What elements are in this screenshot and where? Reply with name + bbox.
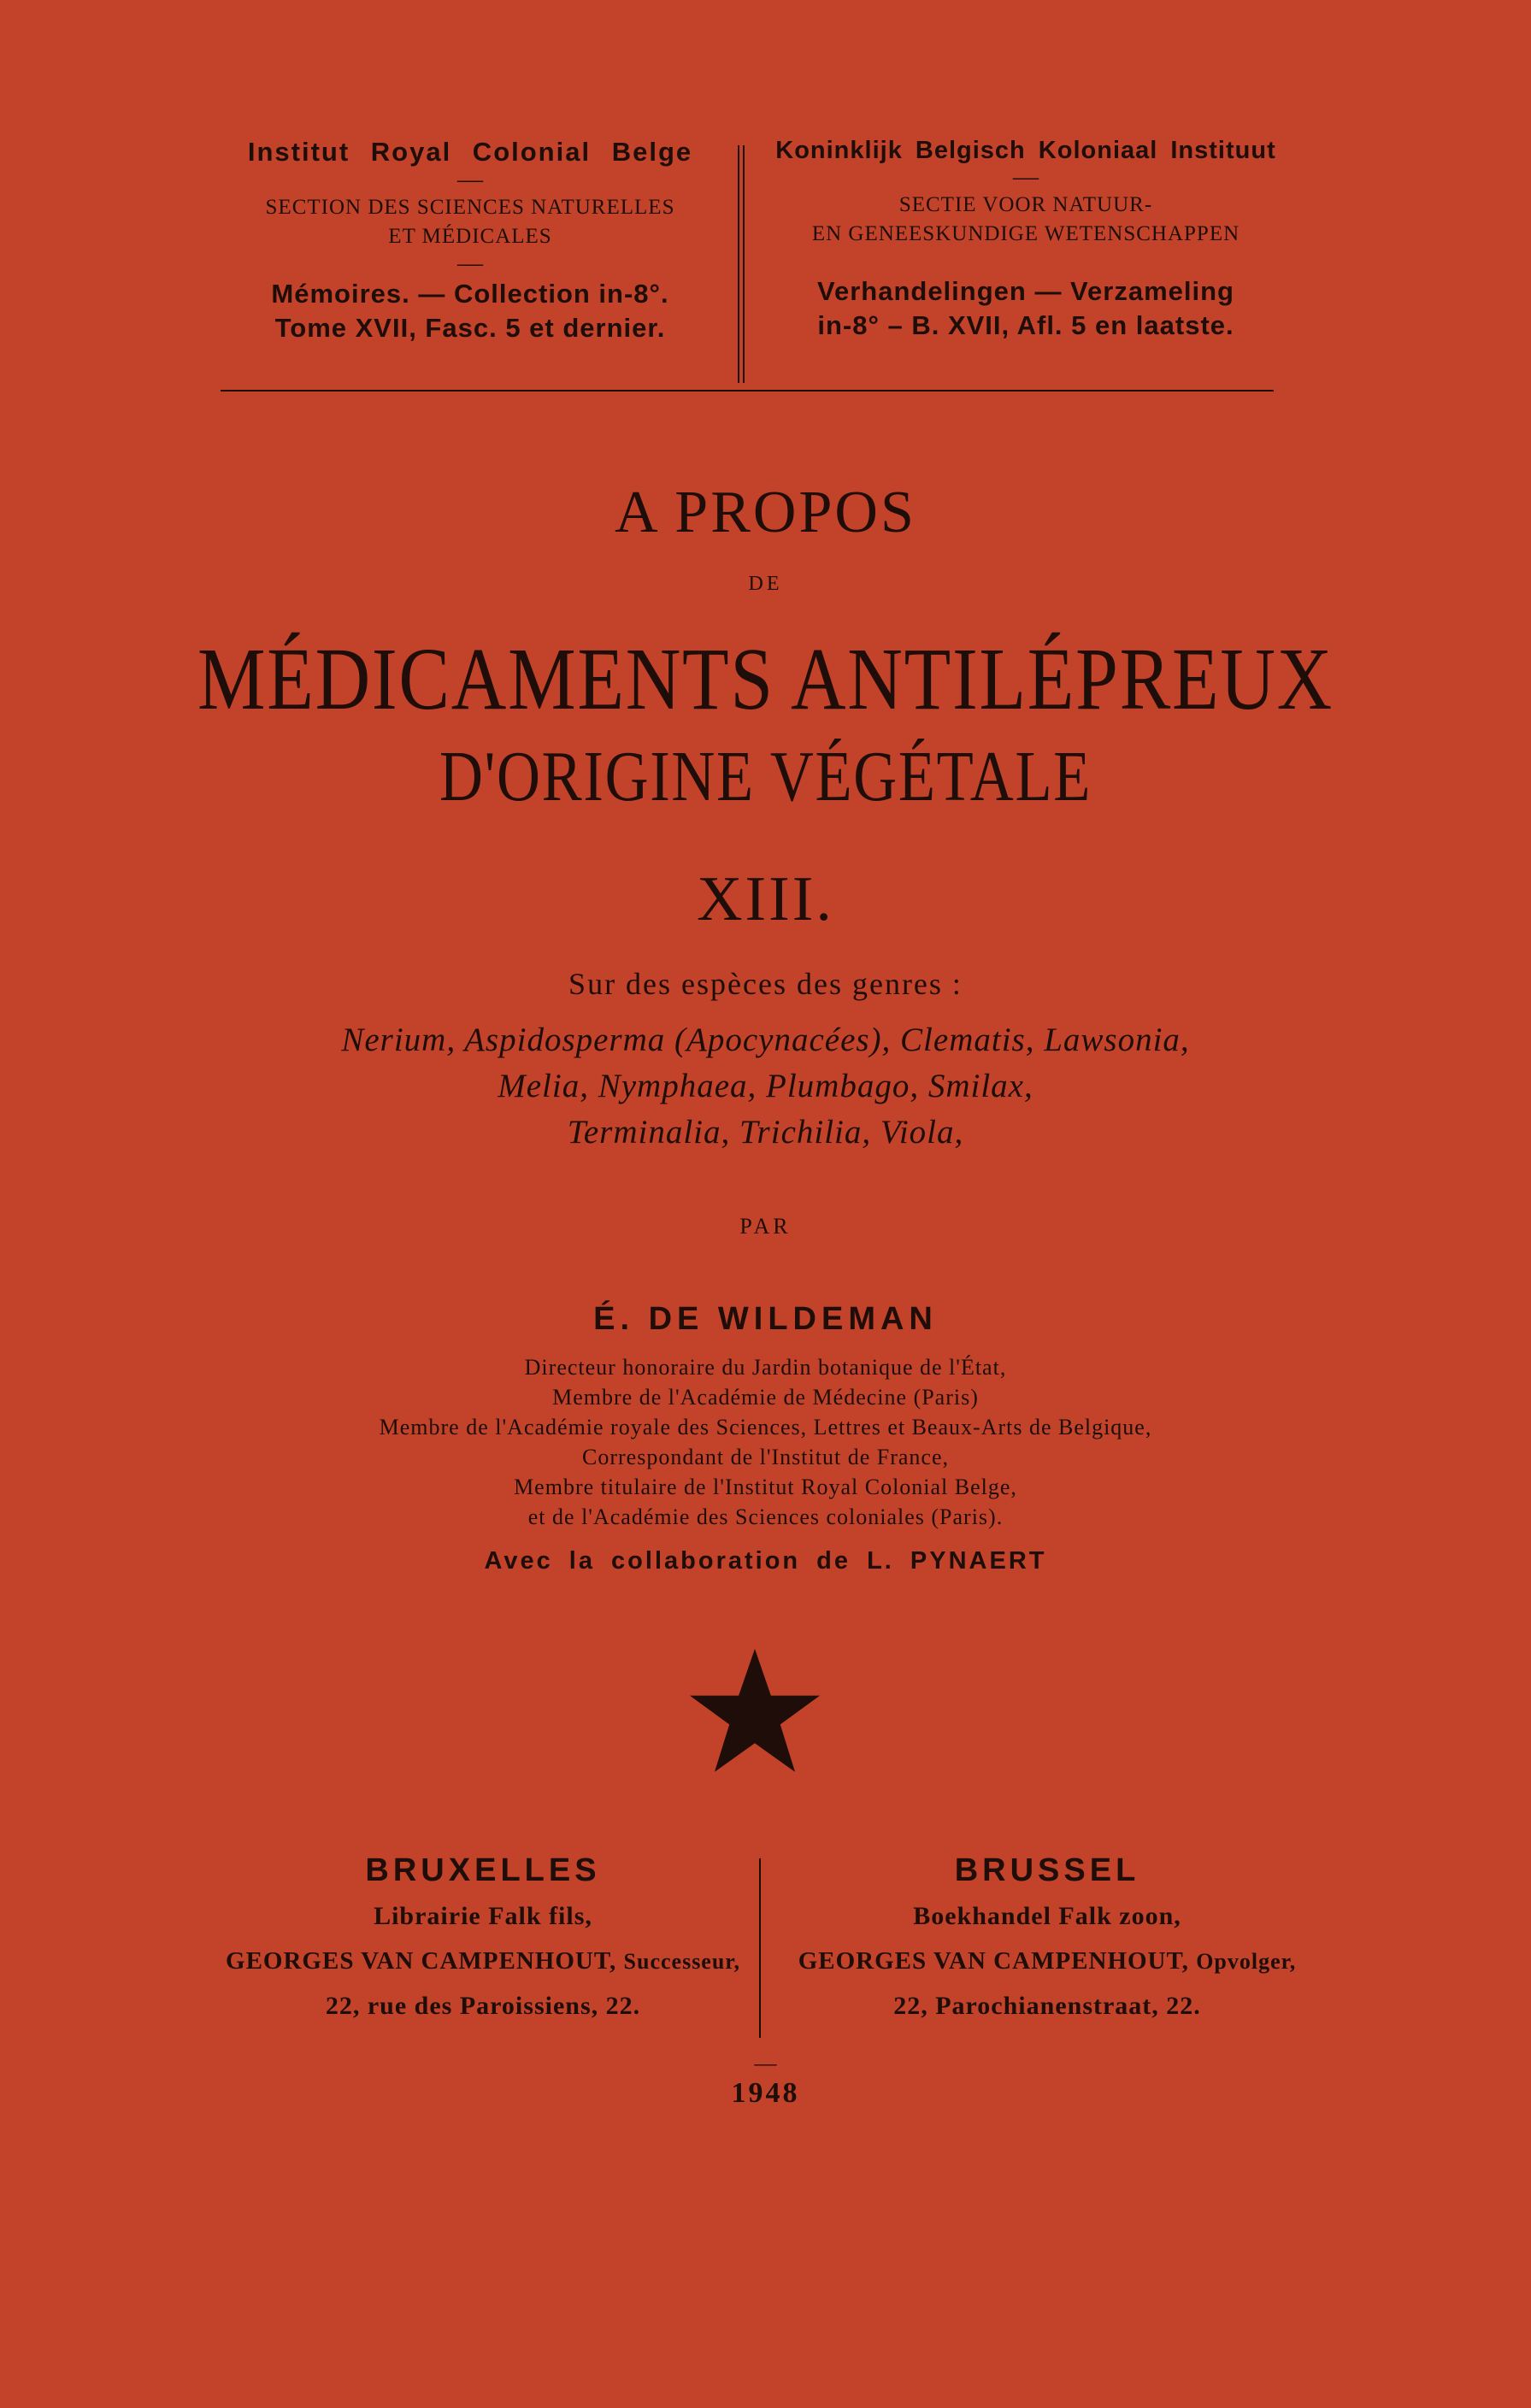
collaboration-line: Avec la collaboration de L. PYNAERT xyxy=(484,1547,1047,1575)
section-name-fr-line1: SECTION DES SCIENCES NATURELLES xyxy=(265,196,675,219)
publisher-fr-line1: Librairie Falk fils, xyxy=(374,1902,592,1930)
publisher-footer xyxy=(214,1846,1316,2034)
title-a-propos: A PROPOS xyxy=(615,480,916,545)
publisher-nl-name: GEORGES VAN CAMPENHOUT, xyxy=(798,1947,1189,1975)
title-de: DE xyxy=(748,573,783,595)
city-fr: BRUXELLES xyxy=(365,1852,601,1888)
series-fr-line1: Mémoires. — Collection in-8°. xyxy=(271,279,669,309)
publisher-fr-line2 xyxy=(214,1939,752,1984)
footer-divider xyxy=(759,1858,761,2038)
header-right-column xyxy=(765,137,1287,343)
publisher-nl xyxy=(778,1846,1316,2028)
publisher-nl-role: Opvolger, xyxy=(1196,1949,1297,1974)
publisher-fr-role: Successeur, xyxy=(623,1949,740,1974)
credential-line: Membre titulaire de l'Institut Royal Colonial Belge, xyxy=(514,1475,1017,1499)
series-fr-line2: Tome XVII, Fasc. 5 et dernier. xyxy=(274,313,666,343)
publisher-nl-address: 22, Parochianenstraat, 22. xyxy=(893,1992,1201,2020)
publisher-fr-name: GEORGES VAN CAMPENHOUT, xyxy=(226,1947,617,1975)
publisher-nl-line2 xyxy=(778,1939,1316,1984)
header xyxy=(209,137,1287,393)
section-name-fr-line2: ET MÉDICALES xyxy=(388,225,552,248)
city-nl: BRUSSEL xyxy=(954,1852,1140,1888)
credential-line: Membre de l'Académie de Médecine (Paris) xyxy=(552,1385,979,1410)
credential-line: et de l'Académie des Sciences coloniales (Paris). xyxy=(527,1504,1004,1529)
header-rule xyxy=(221,390,1274,392)
footer-dash: — xyxy=(754,2051,777,2075)
header-left-dash-2: — xyxy=(457,249,483,277)
author-credentials xyxy=(0,1352,1531,1532)
credential-line: Correspondant de l'Institut de France, xyxy=(582,1445,949,1469)
publisher-nl-line1: Boekhandel Falk zoon, xyxy=(913,1902,1181,1930)
publisher-fr-address: 22, rue des Paroissiens, 22. xyxy=(325,1992,641,2020)
star-icon xyxy=(686,1646,823,1778)
title-main-line1: MÉDICAMENTS ANTILÉPREUX xyxy=(197,630,1334,728)
subtitle-genera-line1: Nerium, Aspidosperma (Apocynacées), Clematis, Lawsonia, xyxy=(341,1021,1190,1058)
institute-name-fr: Institut Royal Colonial Belge xyxy=(247,137,693,167)
institute-name-nl: Koninklijk Belgisch Koloniaal Instituut xyxy=(775,137,1276,164)
by-label: PAR xyxy=(739,1214,792,1239)
series-nl-line2: in-8° – B. XVII, Afl. 5 en laatste. xyxy=(817,310,1234,340)
title-number: XIII. xyxy=(697,864,834,934)
series-nl-line1: Verhandelingen — Verzameling xyxy=(817,276,1234,306)
subtitle-genera-line2: Melia, Nymphaea, Plumbago, Smilax, xyxy=(498,1068,1033,1104)
publication-year: 1948 xyxy=(731,2077,800,2109)
header-left-dash: — xyxy=(457,165,483,193)
header-divider xyxy=(738,145,739,383)
header-right-dash: — xyxy=(1013,162,1039,191)
subtitle-intro: Sur des espèces des genres : xyxy=(568,967,963,1001)
subtitle-genera-line3: Terminalia, Trichilia, Viola, xyxy=(567,1114,964,1151)
header-left-column xyxy=(209,137,731,345)
section-name-nl-line1: SECTIE VOOR NATUUR- xyxy=(898,193,1153,216)
credential-line: Membre de l'Académie royale des Sciences, Lettres et Beaux-Arts de Belgique, xyxy=(379,1415,1152,1440)
credential-line: Directeur honoraire du Jardin botanique de l'État, xyxy=(524,1355,1007,1380)
publisher-fr xyxy=(214,1846,752,2028)
section-name-nl-line2: EN GENEESKUNDIGE WETENSCHAPPEN xyxy=(811,222,1240,245)
title-main-line2: D'ORIGINE VÉGÉTALE xyxy=(439,737,1092,816)
author-name: É. DE WILDEMAN xyxy=(593,1301,938,1337)
